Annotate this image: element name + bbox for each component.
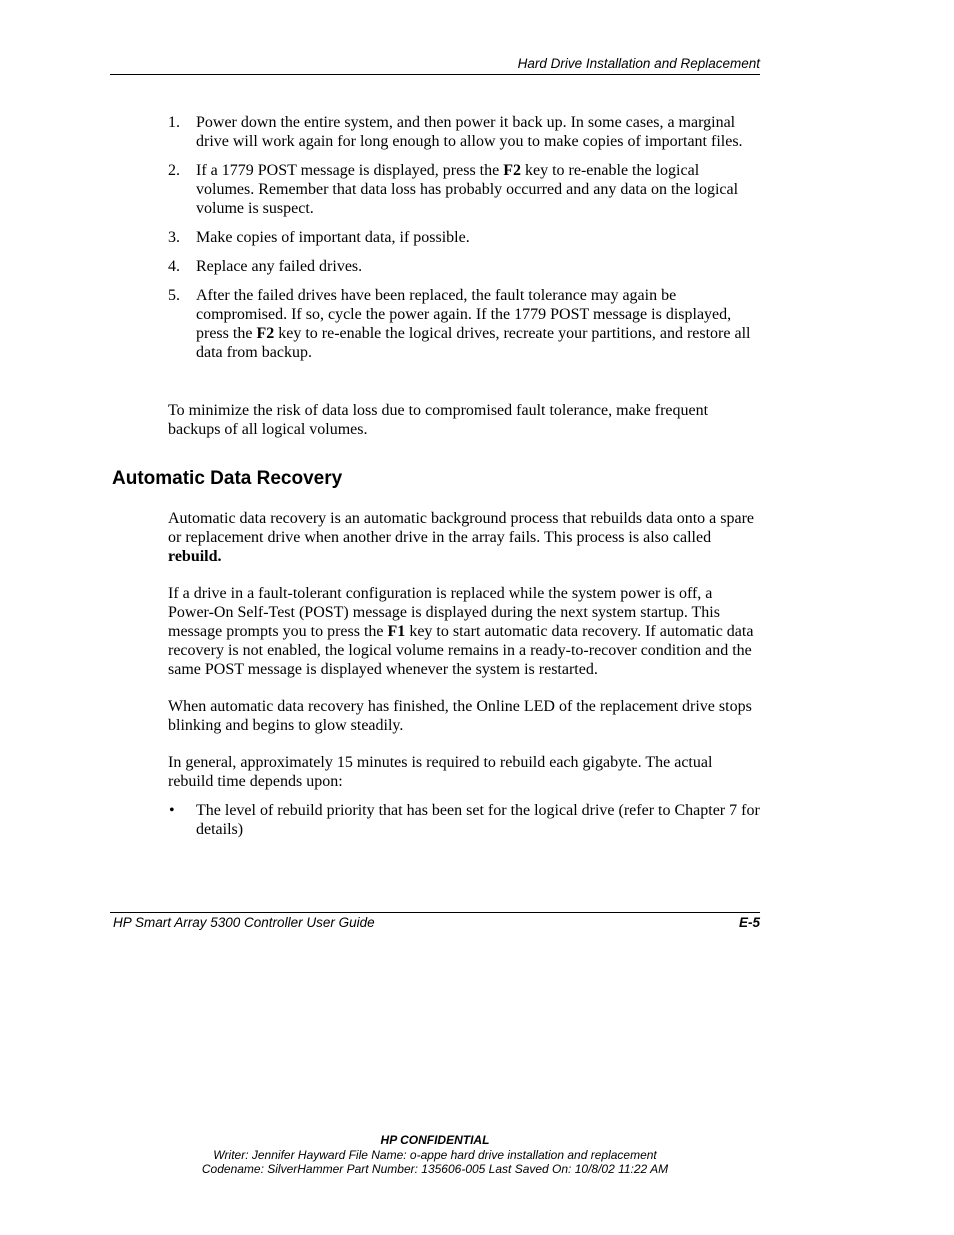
paragraph-minimize-risk: To minimize the risk of data loss due to compromised fault tolerance, make frequent backups of all logical volumes.	[168, 402, 709, 438]
step-text-run: If a 1779 POST message is displayed, press the	[196, 162, 504, 179]
confidential-block	[120, 1133, 750, 1177]
confidential-title: HP CONFIDENTIAL	[380, 1133, 490, 1147]
step-number: 4.	[168, 258, 180, 275]
step-text	[196, 113, 760, 151]
paragraph-post-message	[168, 584, 760, 679]
step-number: 5.	[168, 287, 180, 304]
key-name-bold: F2	[256, 325, 275, 342]
paragraph-text: If a drive in a fault-tolerant configuration is replaced while the system power is off, a Power-On Self-Test (POST) message is displayed during the next system startup. This message prompts you to press the	[168, 585, 720, 640]
term-bold: rebuild.	[168, 548, 222, 565]
page-number: E-5	[738, 915, 760, 930]
section-body	[168, 509, 760, 839]
confidential-codename-line: Codename: SilverHammer Part Number: 135606-005 Last Saved On: 10/8/02 11:22 AM	[201, 1162, 669, 1176]
paragraph-rebuild-time: In general, approximately 15 minutes is required to rebuild each gigabyte. The actual rebuild time depends upon:	[168, 754, 713, 790]
step-text	[196, 286, 760, 362]
section-heading: Automatic Data Recovery	[112, 468, 343, 489]
list-item	[168, 286, 760, 362]
step-text	[196, 257, 760, 276]
list-item	[168, 228, 760, 247]
step-text	[196, 228, 760, 247]
step-text	[196, 161, 760, 218]
step-text-run: key to re-enable the logical volumes. Remember that data loss has probably occurred and any data on the logical volume is suspect.	[196, 162, 739, 217]
confidential-writer-line: Writer: Jennifer Hayward File Name: o-appe hard drive installation and replacement	[213, 1147, 657, 1162]
step-text-run: Power down the entire system, and then power it back up. In some cases, a marginal drive will work again for long enough to allow you to make copies of important files.	[196, 114, 743, 150]
footer-title: HP Smart Array 5300 Controller User Guide	[113, 915, 375, 930]
step-text-run: After the failed drives have been replaced, the fault tolerance may again be compromised. If so, cycle the power again. If the 1779 POST message is displayed, press the	[196, 287, 732, 342]
step-text-run: Make copies of important data, if possible.	[196, 229, 470, 246]
step-text-run: key to re-enable the logical drives, recreate your partitions, and restore all data from backup.	[196, 325, 751, 361]
paragraph-online-led: When automatic data recovery has finished, the Online LED of the replacement drive stops blinking and begins to glow steadily.	[168, 698, 752, 734]
recovery-steps-list	[168, 113, 760, 372]
list-item	[168, 113, 760, 151]
list-item	[168, 257, 760, 276]
list-item	[168, 801, 760, 839]
step-number: 2.	[168, 162, 180, 179]
running-header: Hard Drive Installation and Replacement	[517, 56, 760, 71]
step-text-run: Replace any failed drives.	[196, 258, 363, 275]
paragraph-text: Automatic data recovery is an automatic background process that rebuilds data onto a spare or replacement drive when another drive in the array fails. This process is also called	[168, 510, 755, 546]
step-number: 1.	[168, 114, 180, 131]
paragraph-text: key to start automatic data recovery. If automatic data recovery is not enabled, the logical volume remains in a ready-to-recover condition and the same POST message is displayed whenever the system is restarted.	[168, 623, 754, 678]
key-name-bold: F1	[387, 623, 406, 640]
header-rule	[110, 74, 760, 75]
list-item	[168, 161, 760, 218]
bullet-icon: •	[169, 802, 175, 819]
bullet-text: The level of rebuild priority that has been set for the logical drive (refer to Chapter 7 for details)	[196, 802, 760, 838]
paragraph-definition	[168, 509, 760, 566]
step-number: 3.	[168, 229, 180, 246]
footer-rule	[110, 912, 760, 913]
key-name-bold: F2	[503, 162, 521, 179]
